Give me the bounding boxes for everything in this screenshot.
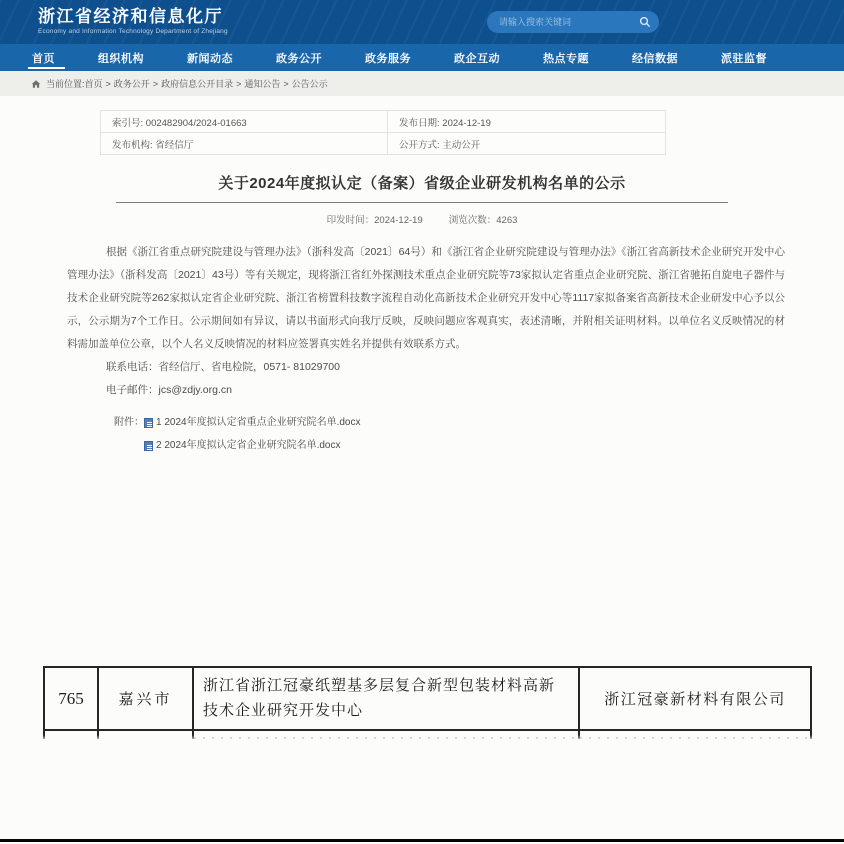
attachments-section: [114, 411, 844, 457]
row-number-cell: 765: [44, 667, 98, 730]
attachment-row: [114, 434, 844, 457]
views-label: 浏览次数：: [448, 215, 497, 226]
meta-method: [388, 133, 666, 155]
site-logo[interactable]: [0, 0, 228, 35]
meta-method-label: 公开方式:: [399, 139, 440, 151]
breadcrumb-notices[interactable]: 通知公告: [244, 79, 281, 89]
contact-phone: 联系电话：省经信厅、省电检院，0571- 81029700: [106, 361, 340, 373]
attachments-label: 附件：: [114, 417, 144, 428]
search-input[interactable]: [499, 17, 639, 27]
site-header: [0, 0, 844, 44]
nav-item-supervision[interactable]: 派驻监督: [721, 52, 767, 65]
site-subtitle: Economy and Information Technology Department of Zhejiang: [38, 28, 228, 35]
breadcrumb-separator: >: [283, 78, 289, 89]
meta-row-1: [101, 111, 666, 133]
content-area: [0, 96, 844, 739]
page-title: 关于2024年度拟认定（备案）省级企业研发机构名单的公示: [218, 175, 626, 192]
meta-date-value: 2024-12-19: [442, 117, 491, 129]
meta-agency-label: 发布机构:: [112, 139, 153, 151]
rd-center-list-table: [43, 666, 812, 739]
meta-row-2: [101, 133, 666, 155]
attachment-link-2[interactable]: 2 2024年度拟认定省企业研究院名单.docx: [156, 440, 341, 451]
meta-index-value: 002482904/2024-01663: [145, 117, 247, 129]
breadcrumb-separator: >: [236, 78, 242, 89]
contact-email: 电子邮件：jcs@zdjy.org.cn: [106, 384, 232, 396]
meta-index-label: 索引号:: [112, 117, 144, 129]
breadcrumb-gov-disclosure[interactable]: 政务公开: [113, 79, 150, 89]
table-row-cutoff: [44, 730, 811, 739]
word-document-icon: [144, 441, 153, 451]
table-row: [44, 667, 811, 730]
company-name-cell: 浙江冠豪新材料有限公司: [579, 667, 811, 730]
meta-agency: [101, 133, 388, 155]
breadcrumb-info-directory[interactable]: 政府信息公开目录: [161, 79, 234, 89]
breadcrumb-announcements[interactable]: 公告公示: [291, 79, 328, 89]
search-icon[interactable]: [639, 16, 651, 28]
site-title: 浙江省经济和信息化厅: [38, 7, 223, 26]
main-nav: [0, 44, 844, 71]
nav-item-organization[interactable]: 组织机构: [98, 52, 144, 65]
nav-item-news[interactable]: 新闻动态: [187, 52, 233, 65]
meta-publish-date: [388, 111, 666, 133]
search-box[interactable]: [487, 11, 659, 33]
attachment-row: [114, 411, 844, 434]
document-meta-table: [100, 110, 666, 155]
article-body: 根据《浙江省重点研究院建设与管理办法》（浙科发高〔2021〕64号）和《浙江省企业研究院建设与管理办法》《浙江省高新技术企业研究开发中心管理办法》（浙科发高〔2021〕43号）等有关规定，现将浙江省红外探测技术重点企业研究院等73家拟认定省重点企业研究院、浙江省驰拓自旋电子器件与技术企业研究院等262家拟认定省企业研究院、浙江省榜置科技数字流程自动化高新技术企业研究开发中心等1117家拟备案省高新技术企业研发中心予以公示，公示期为7个工作日。公示期间如有异议，请以书面形式向我厅反映，反映问题应客观真实，表述清晰，并附相关证明材料。以单位名义反映情况的材料需加盖单位公章，以个人名义反映情况的材料应签署真实姓名并提供有效联系方式。: [67, 246, 785, 350]
meta-method-value: 主动公开: [442, 139, 481, 151]
bottom-border-line: [0, 839, 844, 842]
meta-agency-value: 省经信厅: [155, 139, 194, 151]
title-divider: [116, 202, 728, 203]
print-time-value: 2024-12-19: [374, 215, 423, 226]
breadcrumb-separator: >: [152, 78, 159, 89]
breadcrumb-prefix: 当前位置:: [46, 79, 85, 89]
nav-item-interaction[interactable]: 政企互动: [454, 52, 500, 65]
print-time-label: 印发时间：: [326, 215, 375, 226]
rd-center-name-cell: 浙江省浙江冠豪纸塑基多层复合新型包装材料高新技术企业研究开发中心: [193, 667, 579, 730]
breadcrumb-home[interactable]: 首页: [84, 79, 103, 89]
breadcrumb: [0, 71, 844, 96]
breadcrumb-separator: >: [105, 78, 111, 89]
attachment-link-1[interactable]: 1 2024年度拟认定省重点企业研究院名单.docx: [156, 417, 361, 428]
word-document-icon: [144, 418, 153, 428]
print-info-line: [0, 212, 844, 226]
meta-date-label: 发布日期:: [399, 117, 440, 129]
views-value: 4263: [496, 215, 518, 226]
nav-item-data[interactable]: 经信数据: [632, 52, 678, 65]
nav-item-gov-services[interactable]: 政务服务: [365, 52, 411, 65]
home-icon: [31, 79, 41, 89]
city-cell: 嘉兴市: [98, 667, 193, 730]
nav-item-hot-topics[interactable]: 热点专题: [543, 52, 589, 65]
nav-item-home[interactable]: 首页: [30, 44, 57, 71]
meta-index: [101, 111, 388, 133]
nav-item-gov-disclosure[interactable]: 政务公开: [276, 52, 322, 65]
